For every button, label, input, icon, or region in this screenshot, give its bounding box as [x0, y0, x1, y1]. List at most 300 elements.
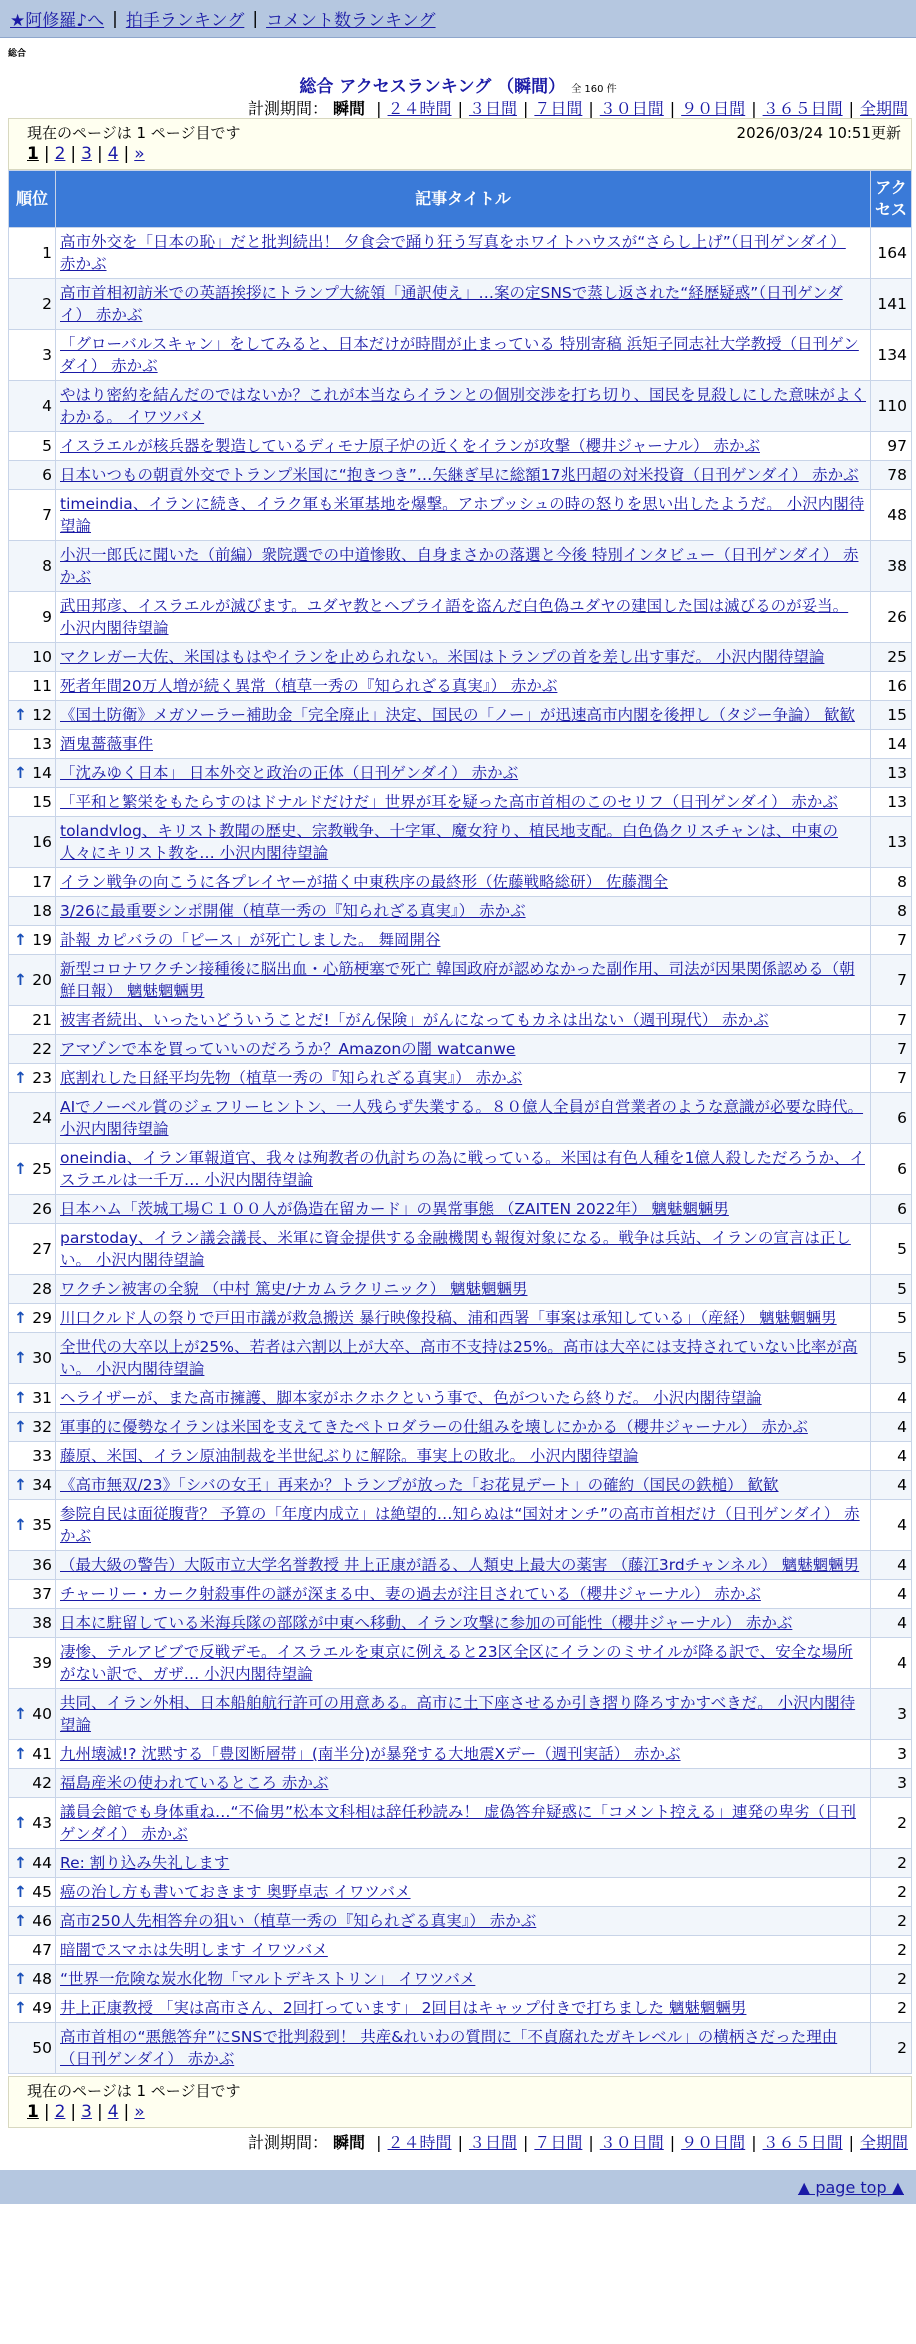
period-link[interactable]: ３６５日間 [762, 2133, 843, 2152]
access-count: 6 [871, 1195, 912, 1224]
rank-number: 39 [32, 1654, 52, 1672]
rank-cell [9, 330, 56, 381]
total-count: 全 160 件 [571, 84, 617, 95]
title-cell [56, 541, 871, 592]
article-link[interactable]: 高市首相の“悪態答弁”にSNSで批判殺到！ 共産&れいわの質問に「不貞腐れたガキレベル」の横柄さだった理由（日刊ゲンダイ） 赤かぶ [60, 2028, 838, 2068]
article-link[interactable]: 軍事的に優勢なイランは米国を支えてきたペトロダラーの仕組みを壊しにかかる（櫻井ジャーナル） 赤かぶ [60, 1418, 808, 1436]
title-cell [56, 1849, 871, 1878]
access-count: 4 [871, 1580, 912, 1609]
period-separator: | [588, 99, 594, 118]
article-link[interactable]: 高市外交を「日本の恥」だと批判続出！ 夕食会で踊り狂う写真をホワイトハウスが“さらし上げ”（日刊ゲンダイ） 赤かぶ [60, 233, 846, 273]
ranking-table [8, 170, 912, 2074]
table-row [9, 1798, 912, 1849]
period-separator: | [848, 99, 854, 118]
table-row [9, 1638, 912, 1689]
access-count: 2 [871, 1849, 912, 1878]
rank-cell [9, 1064, 56, 1093]
current-page-text: 現在のページは 1 ページ目です [27, 2081, 241, 2100]
rank-number: 19 [32, 931, 52, 949]
top-nav [0, 0, 916, 38]
up-arrow-icon: ↑ [14, 1309, 27, 1327]
comment-ranking-link[interactable]: コメント数ランキング [266, 11, 436, 31]
up-arrow-icon: ↑ [14, 1883, 27, 1901]
title-cell [56, 926, 871, 955]
article-link[interactable]: 訃報 カピバラの「ピース」が死亡しました。 舞岡開谷 [60, 931, 441, 949]
article-link[interactable]: 九州壊滅!? 沈黙する「豊図断層帯」(南半分)が暴発する大地震Xデー（週刊実話） 赤かぶ [60, 1745, 681, 1763]
access-count: 4 [871, 1471, 912, 1500]
period-link[interactable]: ３日間 [468, 99, 517, 118]
rank-number: 50 [32, 2039, 52, 2057]
rank-number: 35 [32, 1516, 52, 1534]
article-link[interactable]: 福島産米の使われているところ 赤かぶ [60, 1774, 329, 1792]
rank-number: 14 [32, 764, 52, 782]
access-count: 7 [871, 926, 912, 955]
access-count: 25 [871, 643, 912, 672]
updated-time: 2026/03/24 10:51更新 [736, 123, 901, 142]
article-link[interactable]: やはり密約を結んだのではないか？これが本当ならイランとの個別交渉を打ち切り、国民を見殺しにした意味がよくわかる。 イワツバメ [60, 386, 867, 426]
title-cell [56, 730, 871, 759]
title-cell [56, 381, 871, 432]
article-link[interactable]: ワクチン被害の全貌 （中村 篤史/ナカムラクリニック） 魑魅魍魎男 [60, 1280, 528, 1298]
up-arrow-icon: ↑ [14, 1814, 27, 1832]
table-row [9, 1878, 912, 1907]
period-separator: | [751, 2133, 757, 2152]
title-cell [56, 1006, 871, 1035]
access-count: 3 [871, 1689, 912, 1740]
period-separator: | [376, 99, 382, 118]
rank-cell [9, 1471, 56, 1500]
access-count: 5 [871, 1275, 912, 1304]
title-cell [56, 1878, 871, 1907]
pager-separator: | [70, 2102, 77, 2122]
access-count: 7 [871, 1006, 912, 1035]
table-row [9, 1500, 912, 1551]
article-link[interactable]: oneindia、イラン軍報道官、我々は殉教者の仇討ちの為に戦っている。米国は有色人種を1億人殺しただろうか、イスラエルは一千万… 小沢内閣待望論 [60, 1149, 865, 1189]
rank-number: 27 [32, 1240, 52, 1258]
pager-page-link[interactable]: 4 [107, 2102, 119, 2122]
period-label: 計測期間： [247, 2133, 328, 2152]
rank-cell [9, 1413, 56, 1442]
rank-cell [9, 2023, 56, 2074]
article-link[interactable]: 《国土防衛》メガソーラー補助金「完全廃止」決定、国民の「ノー」が迅速高市内閣を後押し（タジー争論） 歓歓 [60, 706, 855, 724]
up-arrow-icon: ↑ [14, 971, 27, 989]
table-row [9, 1471, 912, 1500]
article-link[interactable]: 「沈みゆく日本」 日本外交と政治の正体（日刊ゲンダイ） 赤かぶ [60, 764, 519, 782]
access-count: 141 [871, 279, 912, 330]
rank-cell [9, 1333, 56, 1384]
period-separator: | [751, 99, 757, 118]
rank-cell [9, 1878, 56, 1907]
rank-cell [9, 1994, 56, 2023]
table-row [9, 730, 912, 759]
access-count: 3 [871, 1769, 912, 1798]
article-link[interactable]: Re: 割り込み失礼します [60, 1854, 230, 1872]
title-cell [56, 279, 871, 330]
rank-cell [9, 1638, 56, 1689]
pager-separator: | [123, 2102, 130, 2122]
title-cell [56, 1689, 871, 1740]
article-link[interactable]: 小沢一郎氏に聞いた（前編）衆院選での中道惨敗、自身まさかの落選と今後 特別インタビュー（日刊ゲンダイ） 赤かぶ [60, 546, 859, 586]
home-link[interactable]: ★阿修羅♪へ [10, 11, 105, 31]
table-row [9, 1195, 912, 1224]
rank-number: 45 [32, 1883, 52, 1901]
period-link[interactable]: 全期間 [859, 2133, 908, 2152]
article-link[interactable]: 3/26に最重要シンポ開催（植草一秀の『知られざる真実』） 赤かぶ [60, 902, 526, 920]
up-arrow-icon: ↑ [14, 1516, 27, 1534]
rank-number: 37 [32, 1585, 52, 1603]
rank-cell [9, 432, 56, 461]
table-row [9, 1689, 912, 1740]
rank-cell [9, 1798, 56, 1849]
article-link[interactable]: 川口クルド人の祭りで戸田市議が救急搬送 暴行映像投稿、浦和西署「事案は承知している」（産経） 魑魅魍魎男 [60, 1309, 837, 1327]
rank-number: 8 [42, 557, 52, 575]
rank-number: 38 [32, 1614, 52, 1632]
rank-number: 11 [32, 677, 52, 695]
clap-ranking-link[interactable]: 拍手ランキング [125, 11, 245, 31]
table-row [9, 432, 912, 461]
rank-cell [9, 1500, 56, 1551]
rank-number: 36 [32, 1556, 52, 1574]
pager-separator: | [70, 144, 77, 164]
rank-cell [9, 1093, 56, 1144]
article-link[interactable]: マクレガー大佐、米国はもはやイランを止められない。米国はトランプの首を差し出す事だ。 小沢内閣待望論 [60, 648, 825, 666]
article-link[interactable]: 「グローバルスキャン」をしてみると、日本だけが時間が止まっている 特別寄稿 浜矩子同志社大学教授（日刊ゲンダイ） 赤かぶ [60, 335, 859, 375]
period-selector-top [0, 96, 916, 118]
table-row [9, 1224, 912, 1275]
access-count: 134 [871, 330, 912, 381]
rank-number: 20 [32, 971, 52, 989]
article-link[interactable]: AIでノーベル賞のジェフリーヒントン、一人残らず失業する。８０億人全員が自営業者のような意識が必要な時代。 小沢内閣待望論 [60, 1098, 864, 1138]
table-row [9, 381, 912, 432]
pager-separator: | [96, 2102, 103, 2122]
period-separator: | [457, 2133, 463, 2152]
period-separator: | [669, 99, 676, 118]
article-link[interactable]: 日本ハム「茨城工場Ｃ１００人が偽造在留カード」の異常事態 （ZAITEN 2022年） 魑魅魍魎男 [60, 1200, 729, 1218]
title-cell [56, 955, 871, 1006]
rank-cell [9, 1195, 56, 1224]
rank-cell [9, 926, 56, 955]
rank-cell [9, 1304, 56, 1333]
title-cell [56, 1965, 871, 1994]
title-cell [56, 868, 871, 897]
title-cell [56, 1224, 871, 1275]
article-link[interactable]: アマゾンで本を買っていいのだろうか？Amazonの闇 watcanwe [60, 1040, 516, 1058]
access-count: 13 [871, 817, 912, 868]
up-arrow-icon: ↑ [14, 1160, 27, 1178]
period-link[interactable]: ３０日間 [599, 2133, 664, 2152]
rank-cell [9, 868, 56, 897]
table-row [9, 461, 912, 490]
article-link[interactable]: （最大級の警告）大阪市立大学名誉教授 井上正康が語る、人類史上最大の薬害 （藤江3rdチャンネル） 魑魅魍魎男 [60, 1556, 860, 1574]
article-link[interactable]: parstoday、イラン議会議長、米軍に資金提供する金融機関も報復対象になる。戦争は兵站、イランの宣言は正しい。 小沢内閣待望論 [60, 1229, 851, 1269]
access-count: 4 [871, 1500, 912, 1551]
pager-next-link[interactable]: » [134, 144, 145, 164]
article-link[interactable]: 参院自民は面従腹背？ 予算の「年度内成立」は絶望的…知らぬは“国対オンチ”の高市首相だけ（日刊ゲンダイ） 赤かぶ [60, 1505, 860, 1545]
title-cell [56, 897, 871, 926]
title-cell [56, 1609, 871, 1638]
period-selector-bottom [0, 2130, 916, 2152]
title-cell [56, 817, 871, 868]
access-count: 16 [871, 672, 912, 701]
rank-number: 5 [42, 437, 52, 455]
table-row [9, 1144, 912, 1195]
title-cell [56, 759, 871, 788]
article-link[interactable]: ヘライザーが、また高市擁護、脚本家がホクホクという事で、色がついたら終りだ。 小沢内閣待望論 [60, 1389, 762, 1407]
access-count: 8 [871, 897, 912, 926]
table-row [9, 330, 912, 381]
rank-cell [9, 1609, 56, 1638]
access-count: 3 [871, 1740, 912, 1769]
article-link[interactable]: 酒鬼薔薇事件 [60, 735, 154, 753]
rank-cell [9, 1006, 56, 1035]
period-current: 瞬間 [333, 99, 366, 118]
rank-cell [9, 1689, 56, 1740]
period-separator: | [848, 2133, 854, 2152]
table-row [9, 1413, 912, 1442]
access-count: 15 [871, 701, 912, 730]
rank-number: 7 [42, 506, 52, 524]
table-row [9, 1849, 912, 1878]
rank-number: 21 [32, 1011, 52, 1029]
nav-separator: | [252, 8, 259, 29]
table-row [9, 2023, 912, 2074]
rank-cell [9, 1936, 56, 1965]
article-link[interactable]: timeindia、イランに続き、イラク軍も米軍基地を爆撃。アホブッシュの時の怒りを思い出したようだ。 小沢内閣待望論 [60, 495, 865, 535]
title-cell [56, 1500, 871, 1551]
rank-cell [9, 1275, 56, 1304]
article-link[interactable]: 井上正康教授 「実は高市さん、2回打っています」 2回目はキャップ付きで打ちました 魑魅魍魎男 [60, 1999, 747, 2017]
rank-number: 29 [32, 1309, 52, 1327]
rank-number: 28 [32, 1280, 52, 1298]
period-link[interactable]: ３０日間 [599, 99, 664, 118]
pager-page-link[interactable]: 2 [54, 144, 66, 164]
period-separator: | [669, 2133, 676, 2152]
title-cell [56, 1740, 871, 1769]
access-count: 14 [871, 730, 912, 759]
access-count: 5 [871, 1304, 912, 1333]
title-cell [56, 1798, 871, 1849]
article-link[interactable]: “世界一危険な炭水化物「マルトデキストリン」 イワツバメ [60, 1970, 476, 1988]
rank-number: 32 [32, 1418, 52, 1436]
up-arrow-icon: ↑ [14, 1705, 27, 1723]
up-arrow-icon: ↑ [14, 1854, 27, 1872]
rank-cell [9, 955, 56, 1006]
pager-bottom [27, 2101, 901, 2123]
period-link[interactable]: 全期間 [859, 99, 908, 118]
current-page-text: 現在のページは 1 ページ目です [27, 123, 241, 142]
article-link[interactable]: 武田邦彦、イスラエルが滅びます。ユダヤ教とヘブライ語を盗んだ白色偽ユダヤの建国した国は滅びるのが妥当。 小沢内閣待望論 [60, 597, 849, 637]
access-count: 7 [871, 1064, 912, 1093]
pager-page-link[interactable]: 3 [81, 2102, 92, 2122]
title-cell [56, 1304, 871, 1333]
table-row [9, 1064, 912, 1093]
pager-page-link[interactable]: 2 [54, 2102, 66, 2122]
access-count: 7 [871, 955, 912, 1006]
article-link[interactable]: 暗闇でスマホは失明します イワツバメ [60, 1941, 328, 1959]
access-count: 164 [871, 228, 912, 279]
title-cell [56, 490, 871, 541]
up-arrow-icon: ↑ [14, 1970, 27, 1988]
access-count: 4 [871, 1442, 912, 1471]
article-link[interactable]: 死者年間20万人増が続く異常（植草一秀の『知られざる真実』） 赤かぶ [60, 677, 558, 695]
period-link[interactable]: ９０日間 [681, 99, 746, 118]
rank-cell [9, 1580, 56, 1609]
title-cell [56, 1471, 871, 1500]
article-link[interactable]: イスラエルが核兵器を製造しているディモナ原子炉の近くをイランが攻撃（櫻井ジャーナル） 赤かぶ [60, 437, 760, 455]
article-link[interactable]: 高市250人先相答弁の狙い（植草一秀の『知られざる真実』） 赤かぶ [60, 1912, 537, 1930]
nav-separator: | [112, 8, 118, 29]
rank-cell [9, 1769, 56, 1798]
page-top-link[interactable]: ▲ page top ▲ [797, 2177, 904, 2197]
rank-cell [9, 1551, 56, 1580]
access-count: 2 [871, 1878, 912, 1907]
table-row [9, 541, 912, 592]
period-links [370, 2133, 908, 2152]
rank-number: 44 [32, 1854, 52, 1872]
access-count: 7 [871, 1035, 912, 1064]
article-link[interactable]: 被害者続出、いったいどういうことだ!「がん保険」がんになってもカネは出ない（週刊現代） 赤かぶ [60, 1011, 769, 1029]
rank-cell [9, 1849, 56, 1878]
period-separator: | [457, 99, 463, 118]
rank-cell [9, 730, 56, 759]
title-cell [56, 1769, 871, 1798]
article-link[interactable]: 《高市無双/23》「シバの女王」再来か？トランプが放った「お花見デート」の確約（国民の鉄槌） 歓歓 [60, 1476, 779, 1494]
rank-number: 1 [42, 244, 52, 262]
rank-cell [9, 1907, 56, 1936]
access-count: 97 [871, 432, 912, 461]
period-link[interactable]: ２４時間 [387, 2133, 452, 2152]
access-count: 4 [871, 1413, 912, 1442]
article-link[interactable]: 議員会館でも身体重ね…“不倫男”松本文科相は辞任秒読み！ 虚偽答弁疑惑に「コメント控える」連発の卑劣（日刊ゲンダイ） 赤かぶ [60, 1803, 856, 1843]
rank-number: 16 [32, 833, 52, 851]
article-link[interactable]: tolandvlog、キリスト教聞の歴史、宗教戦争、十字軍、魔女狩り、植民地支配。白色偽クリスチャンは、中東の人々にキリスト教を… 小沢内閣待望論 [60, 822, 838, 862]
period-links [370, 99, 908, 118]
title-cell [56, 1638, 871, 1689]
table-row [9, 1609, 912, 1638]
title-cell [56, 592, 871, 643]
access-count: 26 [871, 592, 912, 643]
access-count: 6 [871, 1093, 912, 1144]
rank-number: 47 [32, 1941, 52, 1959]
rank-number: 12 [32, 706, 52, 724]
access-count: 38 [871, 541, 912, 592]
article-link[interactable]: チャーリー・カーク射殺事件の謎が深まる中、妻の過去が注目されている（櫻井ジャーナル） 赤かぶ [60, 1585, 761, 1603]
pager-page-link[interactable]: 3 [81, 144, 92, 164]
period-link[interactable]: ７日間 [534, 99, 583, 118]
access-count: 48 [871, 490, 912, 541]
rank-cell [9, 381, 56, 432]
pager-next-link[interactable]: » [134, 2102, 145, 2122]
rank-cell [9, 228, 56, 279]
period-link[interactable]: ２４時間 [387, 99, 452, 118]
title-cell [56, 1333, 871, 1384]
access-count: 4 [871, 1551, 912, 1580]
rank-cell [9, 701, 56, 730]
period-link[interactable]: ７日間 [534, 2133, 583, 2152]
period-link[interactable]: ９０日間 [681, 2133, 746, 2152]
article-link[interactable]: イラン戦争の向こうに各プレイヤーが描く中東秩序の最終形（佐藤戦略総研） 佐藤潤全 [60, 873, 669, 891]
header-title-label: 記事タイトル [415, 189, 511, 208]
article-link[interactable]: 高市首相初訪米での英語挨拶にトランプ大統領「通訳使え」…案の定SNSで蒸し返された“経歴疑惑”（日刊ゲンダイ） 赤かぶ [60, 284, 843, 324]
page-info-top [8, 118, 912, 170]
title-cell [56, 788, 871, 817]
table-header-row [9, 171, 912, 228]
pager-separator: | [43, 144, 50, 164]
article-link[interactable]: 全世代の大卒以上が25%、若者は六割以上が大卒、高市不支持は25%。高市は大卒には支持されていない比率が高い。 小沢内閣待望論 [60, 1338, 858, 1378]
header-rank-label: 順位 [15, 189, 48, 208]
up-arrow-icon: ↑ [14, 1418, 27, 1436]
title-cell [56, 1275, 871, 1304]
up-arrow-icon: ↑ [14, 1349, 27, 1367]
pager-page-link[interactable]: 4 [107, 144, 119, 164]
rank-number: 18 [32, 902, 52, 920]
up-arrow-icon: ↑ [14, 764, 27, 782]
article-link[interactable]: 日本に駐留している米海兵隊の部隊が中東へ移動、イラン攻撃に参加の可能性（櫻井ジャーナル） 赤かぶ [60, 1614, 793, 1632]
table-row [9, 1551, 912, 1580]
pager-top [27, 143, 901, 165]
title-cell [56, 432, 871, 461]
access-count: 2 [871, 1936, 912, 1965]
period-link[interactable]: ３日間 [468, 2133, 517, 2152]
rank-number: 22 [32, 1040, 52, 1058]
title-cell [56, 643, 871, 672]
article-link[interactable]: 藤原、米国、イラン原油制裁を半世紀ぶりに解除。事実上の敗北。 小沢内閣待望論 [60, 1447, 639, 1465]
pager-current-page: 1 [27, 2102, 39, 2122]
header-title [56, 171, 871, 228]
title-cell [56, 1384, 871, 1413]
period-separator: | [522, 2133, 529, 2152]
up-arrow-icon: ↑ [14, 1912, 27, 1930]
access-count: 5 [871, 1224, 912, 1275]
title-cell [56, 1195, 871, 1224]
title-cell [56, 330, 871, 381]
title-cell [56, 1144, 871, 1195]
header-access [871, 171, 912, 228]
access-count: 110 [871, 381, 912, 432]
rank-number: 3 [42, 346, 52, 364]
rank-number: 49 [32, 1999, 52, 2017]
article-link[interactable]: 新型コロナワクチン接種後に脳出血・心筋梗塞で死亡 韓国政府が認めなかった副作用、司法が因果関係認める（朝鮮日報） 魑魅魍魎男 [60, 960, 855, 1000]
up-arrow-icon: ↑ [14, 1389, 27, 1407]
period-link[interactable]: ３６５日間 [762, 99, 843, 118]
title-cell [56, 1994, 871, 2023]
article-link[interactable]: 凄惨、テルアビブで反戦デモ。イスラエルを東京に例えると23区全区にイランのミサイルが降る訳で、安全な場所がない訳で、ガザ… 小沢内閣待望論 [60, 1643, 853, 1683]
article-link[interactable]: 共同、イラン外相、日本船舶航行許可の用意ある。高市に土下座させるか引き摺り降ろすかすべきだ。 小沢内閣待望論 [60, 1694, 856, 1734]
rank-number: 13 [32, 735, 52, 753]
pager-separator: | [123, 144, 130, 164]
article-link[interactable]: 日本いつもの朝貢外交でトランプ米国に“抱きつき”…矢継ぎ早に総額17兆円超の対米投資（日刊ゲンダイ） 赤かぶ [60, 466, 859, 484]
rank-cell [9, 817, 56, 868]
article-link[interactable]: 「平和と繁栄をもたらすのはドナルドだけだ」世界が耳を疑った高市首相のこのセリフ（日刊ゲンダイ） 赤かぶ [60, 793, 838, 811]
rank-number: 46 [32, 1912, 52, 1930]
pager-separator: | [96, 144, 103, 164]
article-link[interactable]: 癌の治し方も書いておきます 奥野卓志 イワツバメ [60, 1883, 411, 1901]
header-access-label: アクセス [874, 178, 907, 219]
table-row [9, 1006, 912, 1035]
table-row [9, 1304, 912, 1333]
rank-cell [9, 1442, 56, 1471]
table-row [9, 1275, 912, 1304]
breadcrumb: 総合 [8, 49, 27, 59]
table-row [9, 1035, 912, 1064]
access-count: 13 [871, 759, 912, 788]
rank-number: 26 [32, 1200, 52, 1218]
table-row [9, 897, 912, 926]
rank-number: 9 [42, 608, 52, 626]
rank-cell [9, 1384, 56, 1413]
rank-cell [9, 788, 56, 817]
article-link[interactable]: 底割れした日経平均先物（植草一秀の『知られざる真実』） 赤かぶ [60, 1069, 523, 1087]
